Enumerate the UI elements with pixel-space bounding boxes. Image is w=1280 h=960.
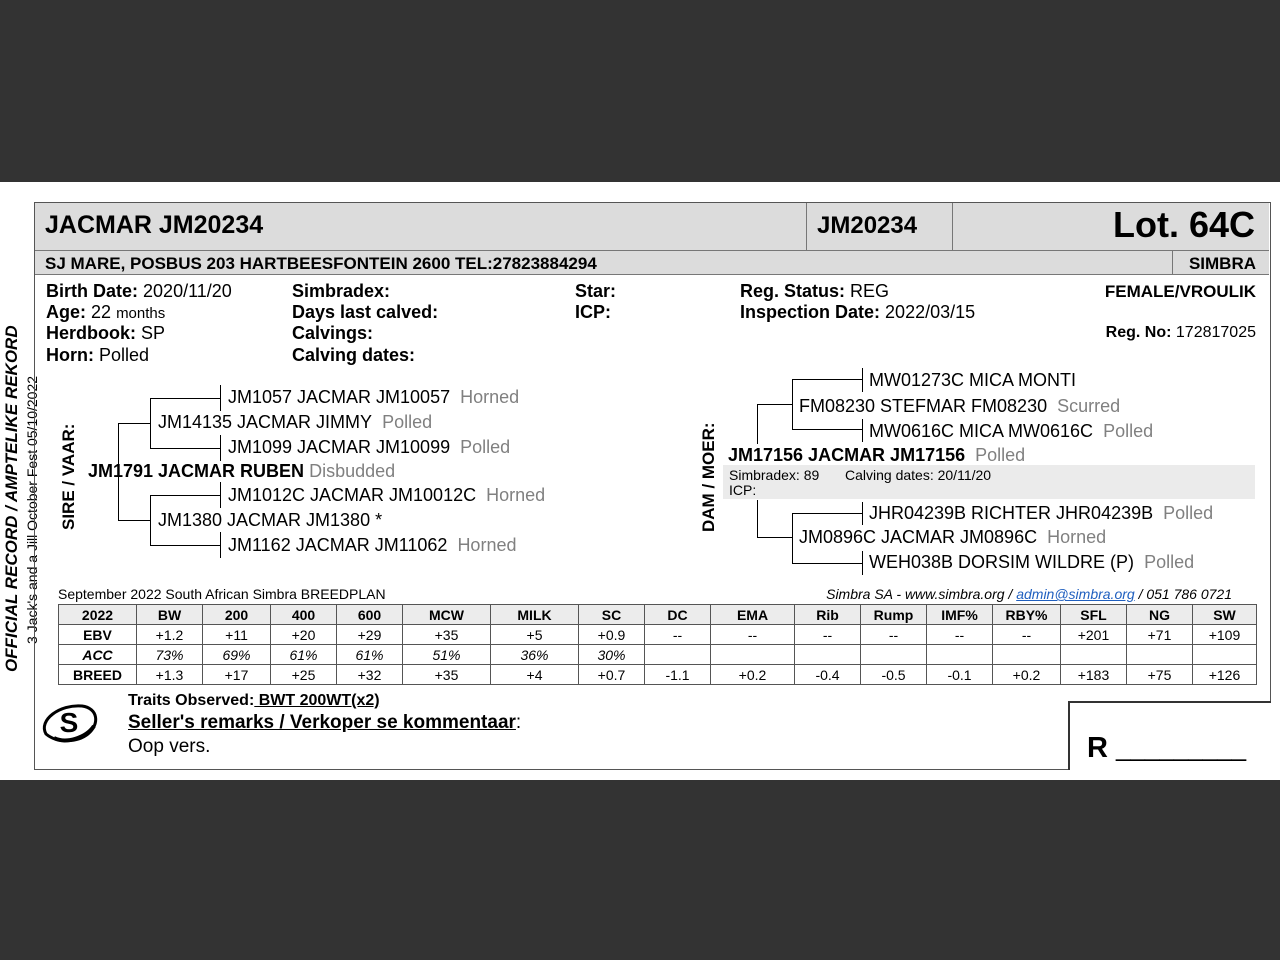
pedigree-line xyxy=(118,520,151,521)
ebv-cell: 200 xyxy=(203,605,271,625)
sire-dam: JM1380 JACMAR JM1380 * xyxy=(158,510,383,530)
ebv-cell: +126 xyxy=(1193,665,1257,685)
row-label: BREED xyxy=(59,665,137,685)
ebv-cell: +71 xyxy=(1127,625,1193,645)
ebv-cell: +32 xyxy=(337,665,403,685)
ebv-cell: RBY% xyxy=(993,605,1061,625)
price-input-line[interactable]: _________ xyxy=(1116,732,1247,762)
ebv-table xyxy=(58,604,1257,685)
ebv-cell: 61% xyxy=(337,645,403,665)
ebv-cell: 73% xyxy=(137,645,203,665)
ebv-cell: +1.3 xyxy=(137,665,203,685)
ebv-cell: NG xyxy=(1127,605,1193,625)
age: Age: 22 months xyxy=(46,302,166,322)
pedigree-line xyxy=(862,419,863,442)
sale-name-label: 3 Jack's and a Jill October Fest 05/10/2022 xyxy=(24,375,40,644)
sire-sire-sire: JM1057 JACMAR JM10057 Horned xyxy=(228,387,520,407)
official-record-label: OFFICIAL RECORD / AMPTELIKE REKORD xyxy=(2,325,21,672)
sire-dam-dam: JM1162 JACMAR JM11062 Horned xyxy=(228,535,517,555)
lot-number: Lot. 64C xyxy=(1112,204,1255,245)
ebv-cell: -- xyxy=(795,625,861,645)
icp-label: ICP: xyxy=(575,302,611,322)
logo-letter: S xyxy=(59,707,79,738)
pedigree-line xyxy=(220,435,221,461)
sellers-remarks-heading: Seller's remarks / Verkoper se kommentaar: xyxy=(128,712,522,733)
animal-id: JM20234 xyxy=(817,212,918,239)
row-label: ACC xyxy=(59,645,137,665)
herdbook: Herdbook: SP xyxy=(46,323,166,343)
star-label: Star: xyxy=(575,281,617,301)
pedigree-line xyxy=(757,500,758,538)
ebv-cell: EMA xyxy=(711,605,795,625)
dam-simbradex: Simbradex: 89 xyxy=(729,467,820,483)
reg-status: Reg. Status: REG xyxy=(740,281,890,301)
ebv-cell xyxy=(645,645,711,665)
ebv-cell: +35 xyxy=(403,625,491,645)
ebv-cell: -1.1 xyxy=(645,665,711,685)
inspection-date: Inspection Date: 2022/03/15 xyxy=(740,302,976,322)
ebv-cell: +183 xyxy=(1061,665,1127,685)
dam-dam-sire: JHR04239B RICHTER JHR04239B Polled xyxy=(869,503,1214,523)
ebv-cell: +29 xyxy=(337,625,403,645)
sex-label: FEMALE/VROULIK xyxy=(1104,282,1256,301)
pedigree-line xyxy=(150,495,220,496)
owner-details: SJ MARE, POSBUS 203 HARTBEESFONTEIN 2600 TEL:27823884294 xyxy=(45,254,597,273)
sellers-remarks-text: Oop vers. xyxy=(128,736,211,757)
ebv-cell: +1.2 xyxy=(137,625,203,645)
simbra-logo-icon xyxy=(36,698,102,748)
breed-label: SIMBRA xyxy=(1188,254,1256,273)
ebv-cell: +11 xyxy=(203,625,271,645)
ebv-cell xyxy=(1127,645,1193,665)
pedigree-line xyxy=(862,551,863,575)
ebv-cell xyxy=(795,645,861,665)
sire-sire: JM14135 JACMAR JIMMY Polled xyxy=(158,412,433,432)
ebv-cell: +0.7 xyxy=(579,665,645,685)
ebv-cell: 400 xyxy=(271,605,337,625)
ebv-cell: 600 xyxy=(337,605,403,625)
ebv-cell xyxy=(993,645,1061,665)
dam-sire: FM08230 STEFMAR FM08230 Scurred xyxy=(799,396,1121,416)
ebv-cell xyxy=(927,645,993,665)
ebv-cell: -- xyxy=(927,625,993,645)
ebv-cell: -- xyxy=(645,625,711,645)
calving-dates-label: Calving dates: xyxy=(292,345,416,365)
ebv-cell: 51% xyxy=(403,645,491,665)
ebv-cell: -- xyxy=(861,625,927,645)
pedigree-line xyxy=(757,404,758,444)
ebv-cell: 36% xyxy=(491,645,579,665)
pedigree-line xyxy=(220,482,221,508)
ebv-cell: +201 xyxy=(1061,625,1127,645)
ebv-cell: SC xyxy=(579,605,645,625)
ebv-cell: +0.2 xyxy=(711,665,795,685)
breedplan-contact: Simbra SA - www.simbra.org / admin@simbra.org / 051 786 0721 xyxy=(826,586,1232,602)
dam-sire-sire: MW01273C MICA MONTI xyxy=(869,370,1077,390)
sire-dam-sire: JM1012C JACMAR JM10012C Horned xyxy=(228,485,546,505)
ebv-cell: +20 xyxy=(271,625,337,645)
ebv-cell: DC xyxy=(645,605,711,625)
ebv-cell: -0.5 xyxy=(861,665,927,685)
row-label: 2022 xyxy=(59,605,137,625)
sire-label: SIRE / VAAR: xyxy=(59,423,78,530)
dam-icp: ICP: xyxy=(729,482,757,498)
ebv-cell: -0.1 xyxy=(927,665,993,685)
pedigree-line xyxy=(862,368,863,392)
pedigree-line xyxy=(792,379,862,380)
pedigree-line xyxy=(757,404,793,405)
dam-dam: JM0896C JACMAR JM0896C Horned xyxy=(799,527,1107,547)
pedigree-line xyxy=(792,513,793,563)
acc-row xyxy=(59,645,1257,665)
traits-observed: Traits Observed: BWT 200WT(x2) xyxy=(128,692,380,709)
pedigree-line xyxy=(862,502,863,525)
ebv-cell: +109 xyxy=(1193,625,1257,645)
ebv-cell: MILK xyxy=(491,605,579,625)
dam-name: JM17156 JACMAR JM17156 Polled xyxy=(728,445,1026,465)
ebv-cell xyxy=(711,645,795,665)
header-divider xyxy=(952,203,953,250)
ebv-cell xyxy=(1061,645,1127,665)
breed-average-row xyxy=(59,665,1257,685)
row-label: EBV xyxy=(59,625,137,645)
breedplan-title: September 2022 South African Simbra BREEDPLAN xyxy=(58,586,386,602)
ebv-cell: SW xyxy=(1193,605,1257,625)
pedigree-line xyxy=(150,448,220,449)
pedigree-line xyxy=(792,429,862,430)
dam-label: DAM / MOER: xyxy=(699,422,718,532)
ebv-cell: IMF% xyxy=(927,605,993,625)
ebv-cell: +5 xyxy=(491,625,579,645)
ebv-cell: BW xyxy=(137,605,203,625)
pedigree-line xyxy=(792,513,862,514)
email-link[interactable]: admin@simbra.org xyxy=(1016,586,1135,602)
ebv-cell: Rump xyxy=(861,605,927,625)
pedigree-line xyxy=(220,532,221,558)
ebv-cell: -- xyxy=(711,625,795,645)
ebv-cell xyxy=(1193,645,1257,665)
birth-date: Birth Date: 2020/11/20 xyxy=(46,281,232,301)
ebv-cell: +0.2 xyxy=(993,665,1061,685)
ebv-header-row xyxy=(59,605,1257,625)
header-divider xyxy=(1172,251,1173,274)
ebv-cell: 30% xyxy=(579,645,645,665)
ebv-cell: MCW xyxy=(403,605,491,625)
animal-name: JACMAR JM20234 xyxy=(45,211,264,239)
ebv-cell: SFL xyxy=(1061,605,1127,625)
ebv-cell xyxy=(861,645,927,665)
calvings-label: Calvings: xyxy=(292,323,374,343)
pedigree-line xyxy=(118,423,151,424)
pedigree-line xyxy=(220,385,221,411)
header-divider xyxy=(806,203,807,250)
ebv-cell: +35 xyxy=(403,665,491,685)
reg-number: Reg. No: 172817025 xyxy=(1105,324,1256,341)
pedigree-line xyxy=(150,398,151,448)
horn-status: Horn: Polled xyxy=(46,345,150,365)
ebv-cell: +25 xyxy=(271,665,337,685)
pedigree-line xyxy=(150,398,220,399)
ebv-cell: -0.4 xyxy=(795,665,861,685)
ebv-cell: 61% xyxy=(271,645,337,665)
price-prefix: R xyxy=(1087,732,1108,764)
dam-dam-dam: WEH038B DORSIM WILDRE (P) Polled xyxy=(869,552,1195,572)
ebv-cell: 69% xyxy=(203,645,271,665)
ebv-cell: +0.9 xyxy=(579,625,645,645)
pedigree-line xyxy=(150,495,151,545)
pedigree-line xyxy=(757,537,793,538)
days-last-calved-label: Days last calved: xyxy=(292,302,439,322)
ebv-cell: -- xyxy=(993,625,1061,645)
ebv-cell: Rib xyxy=(795,605,861,625)
ebv-row xyxy=(59,625,1257,645)
dam-sire-dam: MW0616C MICA MW0616C Polled xyxy=(869,421,1154,441)
dam-calving-dates: Calving dates: 20/11/20 xyxy=(845,467,992,483)
pedigree-line xyxy=(792,563,862,564)
simbradex-label: Simbradex: xyxy=(292,281,391,301)
record-sheet xyxy=(0,182,1280,780)
ebv-cell: +75 xyxy=(1127,665,1193,685)
sire-name: JM1791 JACMAR RUBEN Disbudded xyxy=(88,461,396,481)
sire-sire-dam: JM1099 JACMAR JM10099 Polled xyxy=(228,437,511,457)
pedigree-line xyxy=(150,545,220,546)
ebv-cell: +4 xyxy=(491,665,579,685)
ebv-cell: +17 xyxy=(203,665,271,685)
